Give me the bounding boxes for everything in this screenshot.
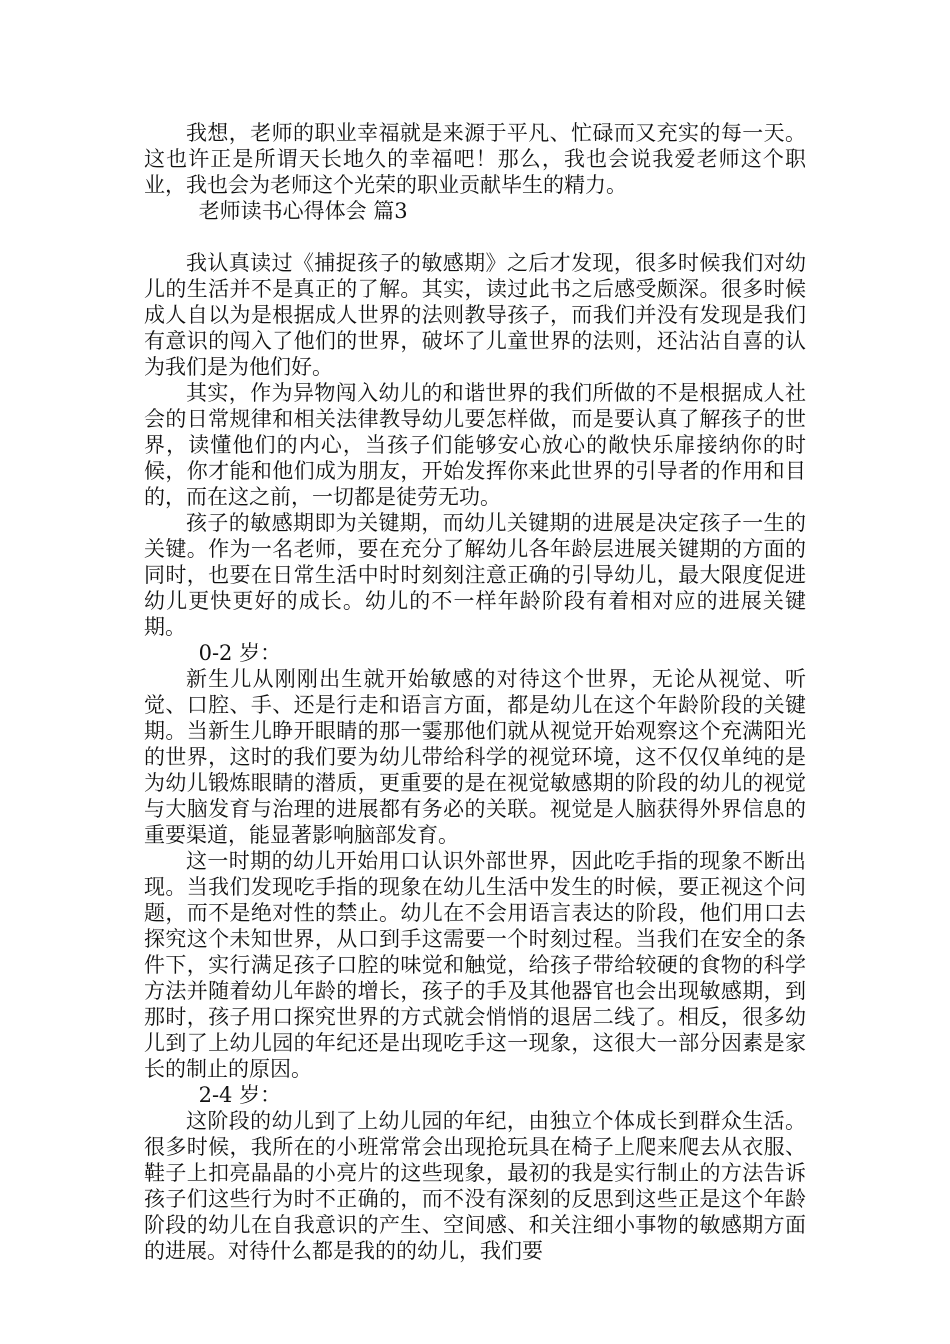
paragraph-book-reflection: 我认真读过《捕捉孩子的敏感期》之后才发现，很多时候我们对幼儿的生活并不是真正的了解。其实，读过此书之后感受颇深。很多时候成人自以为是根据成人世界的法则教导孩子，而我们并没有发现是我们有意识的闯入了他们的世界，破坏了儿童世界的法则，还沾沾自喜的认为我们是为他们好。 bbox=[144, 251, 806, 379]
age-heading-2-4: 2-4 岁： bbox=[198, 1083, 282, 1107]
blank-line bbox=[144, 224, 806, 250]
paragraph-kindergarten: 这阶段的幼儿到了上幼儿园的年纪，由独立个体成长到群众生活。很多时候，我所在的小班常常会出现抢玩具在椅子上爬来爬去从衣服、鞋子上扣亮晶晶的小亮片的这些现象，最初的我是实行制止的方法告诉孩子们这些行为时不正确的，而不没有深刻的反思到这些正是这个年龄阶段的幼儿在自我意识的产生、空间感、和关注细小事物的敏感期方面的进展。对待什么都是我的的幼儿，我们要 bbox=[144, 1109, 806, 1263]
document-page bbox=[144, 120, 806, 1264]
paragraph-sensitive-period: 孩子的敏感期即为关键期，而幼儿关键期的进展是决定孩子一生的关键。作为一名老师，要在充分了解幼儿各年龄层进展关键期的方面的同时，也要在日常生活中时时刻刻注意正确的引导幼儿，最大限度促进幼儿更快更好的成长。幼儿的不一样年龄阶段有着相对应的进展关键期。 bbox=[144, 511, 806, 639]
paragraph-intro: 我想，老师的职业幸福就是来源于平凡、忙碌而又充实的每一天。这也许正是所谓天长地久的幸福吧！那么，我也会说我爱老师这个职业，我也会为老师这个光荣的职业贡献毕生的精力。 bbox=[144, 121, 806, 197]
section-title: 老师读书心得体会 篇3 bbox=[198, 199, 408, 223]
age-heading-0-2: 0-2 岁： bbox=[198, 641, 282, 665]
paragraph-child-world: 其实，作为异物闯入幼儿的和谐世界的我们所做的不是根据成人社会的日常规律和相关法律教导幼儿要怎样做，而是要认真了解孩子的世界，读懂他们的内心，当孩子们能够安心放心的敞快乐扉接纳你的时候，你才能和他们成为朋友，开始发挥你来此世界的引导者的作用和目的，而在这之前，一切都是徒劳无功。 bbox=[144, 381, 806, 509]
paragraph-mouth-period: 这一时期的幼儿开始用口认识外部世界，因此吃手指的现象不断出现。当我们发现吃手指的现象在幼儿生活中发生的时候，要正视这个问题，而不是绝对性的禁止。幼儿在不会用语言表达的阶段，他们用口去探究这个未知世界，从口到手这需要一个时刻过程。当我们在安全的条件下，实行满足孩子口腔的味觉和触觉，给孩子带给较硬的食物的科学方法并随着幼儿年龄的增长，孩子的手及其他器官也会出现敏感期，到那时，孩子用口探究世界的方式就会悄悄的退居二线了。相反，很多幼儿到了上幼儿园的年纪还是出现吃手这一现象，这很大一部分因素是家长的制止的原因。 bbox=[144, 849, 806, 1081]
paragraph-newborn-vision: 新生儿从刚刚出生就开始敏感的对待这个世界，无论从视觉、听觉、口腔、手、还是行走和语言方面，都是幼儿在这个年龄阶段的关键期。当新生儿睁开眼睛的那一霎那他们就从视觉开始观察这个充满阳光的世界，这时的我们要为幼儿带给科学的视觉环境，这不仅仅单纯的是为幼儿锻炼眼睛的潜质，更重要的是在视觉敏感期的阶段的幼儿的视觉与大脑发育与治理的进展都有务必的关联。视觉是人脑获得外界信息的重要渠道，能显著影响脑部发育。 bbox=[144, 667, 806, 847]
